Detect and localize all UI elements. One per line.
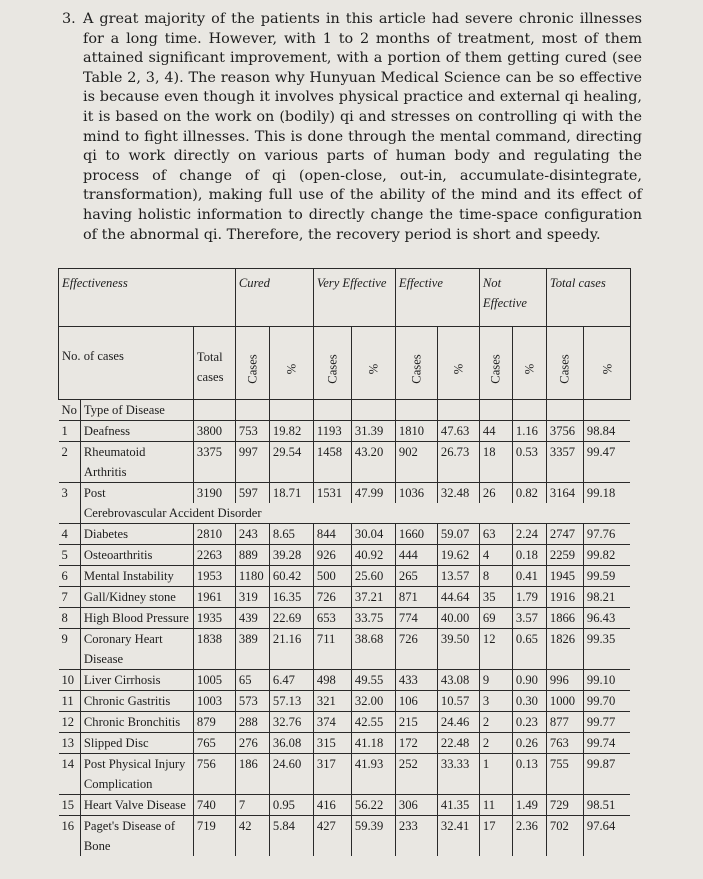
table-row (59, 712, 631, 733)
disease-name-continuation: Cerebrovascular Accident Disorder (80, 503, 630, 524)
cell-p2: 31.39 (351, 421, 395, 442)
cell-p2: 56.22 (351, 795, 395, 816)
cell-c3: 902 (395, 442, 437, 483)
cell-total: 1005 (193, 670, 235, 691)
sub-header-pct: % (437, 327, 479, 400)
cell-c3: 774 (395, 608, 437, 629)
cell-p1: 16.35 (269, 587, 313, 608)
cell-total: 1003 (193, 691, 235, 712)
cell-c1: 276 (235, 733, 269, 754)
sub-header-cases: Cases (313, 327, 351, 400)
disease-name: Rheumatoid Arthritis (80, 442, 193, 483)
table-row (59, 442, 631, 483)
cell-c5: 2259 (546, 545, 583, 566)
cell-total: 3190 (193, 483, 235, 504)
cell-total: 756 (193, 754, 235, 795)
cell-p5: 99.70 (583, 691, 630, 712)
cell-c4: 2 (479, 733, 512, 754)
cell-p1: 8.65 (269, 524, 313, 545)
paragraph-number: 3. (62, 11, 76, 27)
cell-p1: 39.28 (269, 545, 313, 566)
cell-c1: 186 (235, 754, 269, 795)
cell-c3: 265 (395, 566, 437, 587)
table-row (59, 754, 631, 795)
header-no-of-cases: No. of cases (59, 327, 194, 400)
cell-p4: 1.79 (512, 587, 546, 608)
cell-p3: 32.48 (437, 483, 479, 504)
disease-name: Heart Valve Disease (80, 795, 193, 816)
disease-name: Diabetes (80, 524, 193, 545)
cell-c5: 729 (546, 795, 583, 816)
disease-name: High Blood Pressure (80, 608, 193, 629)
cell-p1: 57.13 (269, 691, 313, 712)
table-body (59, 421, 631, 857)
cell-c2: 315 (313, 733, 351, 754)
table-row (59, 545, 631, 566)
effectiveness-table (58, 268, 631, 856)
disease-name: Coronary Heart Disease (80, 629, 193, 670)
cell-p4: 0.18 (512, 545, 546, 566)
cell-c4: 3 (479, 691, 512, 712)
cell-c1: 65 (235, 670, 269, 691)
cell-p1: 36.08 (269, 733, 313, 754)
cell-total: 1935 (193, 608, 235, 629)
cell-p4: 0.13 (512, 754, 546, 795)
disease-name: Chronic Bronchitis (80, 712, 193, 733)
cell-c5: 877 (546, 712, 583, 733)
row-number: 14 (59, 754, 81, 795)
cell-p5: 99.35 (583, 629, 630, 670)
header-total-cases: Total cases (546, 269, 630, 327)
cell-p3: 33.33 (437, 754, 479, 795)
cell-c4: 18 (479, 442, 512, 483)
cell-c3: 1036 (395, 483, 437, 504)
cell-c1: 889 (235, 545, 269, 566)
row-number: 16 (59, 816, 81, 857)
cell-p2: 37.21 (351, 587, 395, 608)
cell-p3: 41.35 (437, 795, 479, 816)
disease-name: Paget's Disease of Bone (80, 816, 193, 857)
cell-c2: 500 (313, 566, 351, 587)
cell-p4: 3.57 (512, 608, 546, 629)
cell-c3: 1810 (395, 421, 437, 442)
table-row (59, 587, 631, 608)
cell-total: 765 (193, 733, 235, 754)
cell-p3: 47.63 (437, 421, 479, 442)
disease-name: Liver Cirrhosis (80, 670, 193, 691)
cell-p3: 44.64 (437, 587, 479, 608)
cell-c4: 35 (479, 587, 512, 608)
row-number: 12 (59, 712, 81, 733)
cell-p1: 32.76 (269, 712, 313, 733)
cell-total: 1838 (193, 629, 235, 670)
cell-p1: 5.84 (269, 816, 313, 857)
cell-p3: 32.41 (437, 816, 479, 857)
cell-p5: 99.47 (583, 442, 630, 483)
cell-p1: 24.60 (269, 754, 313, 795)
header-very-effective: Very Effective (313, 269, 395, 327)
row-number: 10 (59, 670, 81, 691)
row-number: 2 (59, 442, 81, 483)
cell-c1: 573 (235, 691, 269, 712)
cell-c4: 12 (479, 629, 512, 670)
cell-c1: 997 (235, 442, 269, 483)
cell-c1: 288 (235, 712, 269, 733)
header-total-cases-col: Total cases (193, 327, 235, 400)
cell-p2: 33.75 (351, 608, 395, 629)
cell-p2: 47.99 (351, 483, 395, 504)
cell-c2: 1458 (313, 442, 351, 483)
cell-c5: 996 (546, 670, 583, 691)
paragraph-text: A great majority of the patients in this article had severe chronic illnesses for a long time. However, with 1 to 2 months of treatment, most of them attained significant improvement, with a portion of them getting cured (see Table 2, 3, 4). The reason why Hunyuan Medical Science can be so effective is because even though it involves physical practice and external qi healing, it is based on the work on (bodily) qi and stresses on controlling qi with the mind to fight illnesses. This is done through the mental command, directing qi to work directly on various parts of human body and regulating the process of change of qi (open-close, out-in, accumulate-disintegrate, transformation), making full use of the ability of the mind and its effect of having holistic information to directly change the time-space configuration of the abnormal qi. Therefore, the recovery period is short and speedy. (83, 11, 642, 243)
table-row (59, 483, 631, 504)
row-number: 3 (59, 483, 81, 504)
cell-c2: 711 (313, 629, 351, 670)
cell-c3: 726 (395, 629, 437, 670)
sub-header-cases: Cases (479, 327, 512, 400)
header-cured: Cured (235, 269, 313, 327)
cell-total: 3375 (193, 442, 235, 483)
table-row (59, 733, 631, 754)
cell-p4: 0.41 (512, 566, 546, 587)
cell-c3: 215 (395, 712, 437, 733)
cell-c4: 26 (479, 483, 512, 504)
row-number: 15 (59, 795, 81, 816)
table-row (59, 421, 631, 442)
cell-c2: 926 (313, 545, 351, 566)
cell-p3: 22.48 (437, 733, 479, 754)
table-row (59, 795, 631, 816)
cell-p2: 38.68 (351, 629, 395, 670)
cell-p3: 43.08 (437, 670, 479, 691)
table-row (59, 566, 631, 587)
cell-p3: 59.07 (437, 524, 479, 545)
cell-c3: 252 (395, 754, 437, 795)
header-type-of-disease: Type of Disease (80, 400, 193, 421)
cell-p4: 0.65 (512, 629, 546, 670)
cell-p5: 99.82 (583, 545, 630, 566)
sub-header-pct: % (269, 327, 313, 400)
cell-p5: 97.64 (583, 816, 630, 857)
row-number: 6 (59, 566, 81, 587)
row-number: 13 (59, 733, 81, 754)
cell-p1: 19.82 (269, 421, 313, 442)
cell-c4: 63 (479, 524, 512, 545)
table-row (59, 524, 631, 545)
cell-p3: 10.57 (437, 691, 479, 712)
cell-c4: 69 (479, 608, 512, 629)
cell-p3: 19.62 (437, 545, 479, 566)
cell-c1: 1180 (235, 566, 269, 587)
cell-c3: 1660 (395, 524, 437, 545)
cell-p3: 40.00 (437, 608, 479, 629)
row-number: 5 (59, 545, 81, 566)
cell-p3: 13.57 (437, 566, 479, 587)
cell-c5: 702 (546, 816, 583, 857)
cell-c4: 17 (479, 816, 512, 857)
cell-c2: 317 (313, 754, 351, 795)
cell-c3: 444 (395, 545, 437, 566)
cell-total: 1961 (193, 587, 235, 608)
cell-c5: 1866 (546, 608, 583, 629)
cell-p5: 99.59 (583, 566, 630, 587)
cell-c3: 233 (395, 816, 437, 857)
sub-header-pct: % (583, 327, 630, 400)
cell-total: 719 (193, 816, 235, 857)
cell-p1: 22.69 (269, 608, 313, 629)
cell-p2: 41.18 (351, 733, 395, 754)
cell-c5: 1945 (546, 566, 583, 587)
row-number: 11 (59, 691, 81, 712)
cell-c4: 9 (479, 670, 512, 691)
cell-c2: 416 (313, 795, 351, 816)
cell-c4: 1 (479, 754, 512, 795)
cell-c3: 871 (395, 587, 437, 608)
cell-p4: 0.23 (512, 712, 546, 733)
table-row (59, 691, 631, 712)
cell-c2: 374 (313, 712, 351, 733)
cell-p1: 18.71 (269, 483, 313, 504)
cell-total: 2810 (193, 524, 235, 545)
disease-name: Mental Instability (80, 566, 193, 587)
cell-c2: 844 (313, 524, 351, 545)
disease-name: Post Physical Injury Complication (80, 754, 193, 795)
cell-p1: 0.95 (269, 795, 313, 816)
cell-c5: 763 (546, 733, 583, 754)
table-row (59, 816, 631, 857)
row-number: 8 (59, 608, 81, 629)
cell-c2: 1531 (313, 483, 351, 504)
cell-p5: 98.51 (583, 795, 630, 816)
cell-p3: 24.46 (437, 712, 479, 733)
cell-p2: 41.93 (351, 754, 395, 795)
disease-name: Post (80, 483, 193, 504)
cell-p2: 25.60 (351, 566, 395, 587)
cell-p1: 29.54 (269, 442, 313, 483)
cell-p3: 26.73 (437, 442, 479, 483)
cell-c2: 498 (313, 670, 351, 691)
cell-p2: 32.00 (351, 691, 395, 712)
cell-c5: 1916 (546, 587, 583, 608)
disease-name: Slipped Disc (80, 733, 193, 754)
cell-c2: 653 (313, 608, 351, 629)
header-effective: Effective (395, 269, 479, 327)
cell-p2: 49.55 (351, 670, 395, 691)
cell-p1: 60.42 (269, 566, 313, 587)
cell-c4: 4 (479, 545, 512, 566)
cell-c3: 172 (395, 733, 437, 754)
row-number: 1 (59, 421, 81, 442)
cell-c1: 7 (235, 795, 269, 816)
cell-c5: 3357 (546, 442, 583, 483)
cell-total: 3800 (193, 421, 235, 442)
cell-total: 1953 (193, 566, 235, 587)
cell-c4: 2 (479, 712, 512, 733)
cell-c4: 44 (479, 421, 512, 442)
cell-p2: 59.39 (351, 816, 395, 857)
cell-p1: 6.47 (269, 670, 313, 691)
cell-p5: 96.43 (583, 608, 630, 629)
header-not-effective: Not Effective (479, 269, 546, 327)
cell-c4: 11 (479, 795, 512, 816)
cell-p5: 97.76 (583, 524, 630, 545)
cell-p4: 0.53 (512, 442, 546, 483)
cell-c1: 243 (235, 524, 269, 545)
cell-p5: 99.87 (583, 754, 630, 795)
cell-p5: 99.18 (583, 483, 630, 504)
paragraph-3 (62, 10, 642, 245)
cell-p5: 99.10 (583, 670, 630, 691)
cell-p4: 0.26 (512, 733, 546, 754)
row-number: 7 (59, 587, 81, 608)
cell-c1: 389 (235, 629, 269, 670)
cell-p5: 99.74 (583, 733, 630, 754)
cell-p1: 21.16 (269, 629, 313, 670)
cell-p5: 99.77 (583, 712, 630, 733)
cell-p4: 0.82 (512, 483, 546, 504)
cell-c1: 753 (235, 421, 269, 442)
sub-header-pct: % (351, 327, 395, 400)
row-number: 9 (59, 629, 81, 670)
cell-c2: 1193 (313, 421, 351, 442)
cell-p4: 0.30 (512, 691, 546, 712)
cell-c3: 106 (395, 691, 437, 712)
disease-name: Chronic Gastritis (80, 691, 193, 712)
cell-total: 740 (193, 795, 235, 816)
cell-p2: 43.20 (351, 442, 395, 483)
table-row (59, 608, 631, 629)
cell-c1: 42 (235, 816, 269, 857)
cell-c1: 439 (235, 608, 269, 629)
sub-header-pct: % (512, 327, 546, 400)
cell-c2: 427 (313, 816, 351, 857)
cell-p4: 1.16 (512, 421, 546, 442)
sub-header-cases: Cases (546, 327, 583, 400)
disease-name: Deafness (80, 421, 193, 442)
cell-c5: 755 (546, 754, 583, 795)
cell-c5: 3164 (546, 483, 583, 504)
cell-c1: 319 (235, 587, 269, 608)
cell-p4: 0.90 (512, 670, 546, 691)
cell-c3: 433 (395, 670, 437, 691)
cell-p4: 2.36 (512, 816, 546, 857)
cell-p2: 30.04 (351, 524, 395, 545)
cell-total: 879 (193, 712, 235, 733)
cell-c5: 1000 (546, 691, 583, 712)
cell-c1: 597 (235, 483, 269, 504)
table-row (59, 670, 631, 691)
cell-c3: 306 (395, 795, 437, 816)
cell-p5: 98.21 (583, 587, 630, 608)
cell-c2: 726 (313, 587, 351, 608)
cell-p5: 98.84 (583, 421, 630, 442)
disease-name: Osteoarthritis (80, 545, 193, 566)
cell-c5: 3756 (546, 421, 583, 442)
table-row (59, 629, 631, 670)
header-no: No (59, 400, 81, 421)
cell-p4: 2.24 (512, 524, 546, 545)
cell-p3: 39.50 (437, 629, 479, 670)
sub-header-cases: Cases (395, 327, 437, 400)
header-effectiveness: Effectiveness (59, 269, 236, 327)
table-row-continuation (59, 503, 631, 524)
cell-c5: 1826 (546, 629, 583, 670)
row-number: 4 (59, 524, 81, 545)
cell-c2: 321 (313, 691, 351, 712)
cell-c5: 2747 (546, 524, 583, 545)
cell-p4: 1.49 (512, 795, 546, 816)
cell-total: 2263 (193, 545, 235, 566)
cell-c4: 8 (479, 566, 512, 587)
sub-header-cases: Cases (235, 327, 269, 400)
disease-name: Gall/Kidney stone (80, 587, 193, 608)
cell-p2: 40.92 (351, 545, 395, 566)
cell-p2: 42.55 (351, 712, 395, 733)
